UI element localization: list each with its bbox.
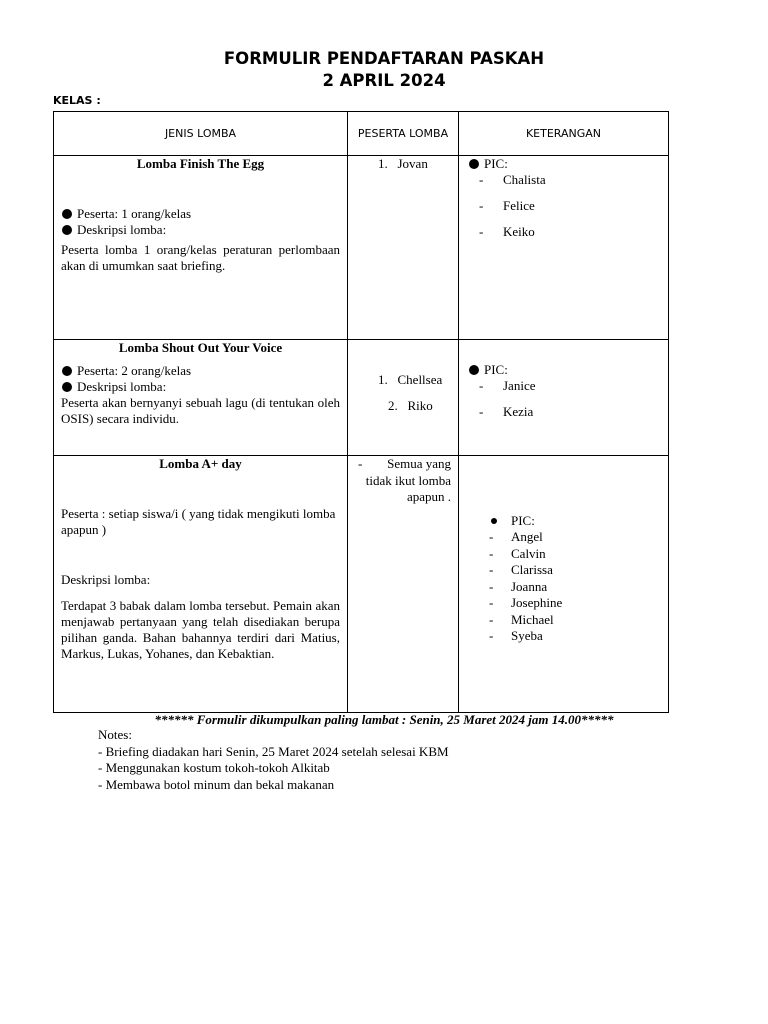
lomba-description: Terdapat 3 babak dalam lomba tersebut. Pemain akan menjawab pertanyaan yang telah disediakan berupa pilihan ganda. Bahan bahannya terdiri dari Matius, Markus, Lukas, Yohanes, dan Kebaktian. xyxy=(61,598,340,661)
participant-item: - Semua yang tidak ikut lomba apapun . xyxy=(358,456,451,504)
note-item: - Membawa botol minum dan bekal makanan xyxy=(98,776,335,792)
note-item: - Briefing diadakan hari Senin, 25 Maret 2024 setelah selesai KBM xyxy=(98,743,449,759)
lomba-cell xyxy=(54,340,348,456)
lomba-cell xyxy=(54,456,348,713)
participant-item: 1. Chellsea xyxy=(378,372,443,387)
pic-item: - Keiko xyxy=(479,224,535,239)
lomba-title: Lomba Finish The Egg xyxy=(136,156,265,171)
table-row xyxy=(54,456,669,713)
pic-label: PIC: xyxy=(469,362,668,378)
keterangan-cell xyxy=(459,456,669,713)
list-item: Deskripsi lomba: xyxy=(62,379,347,395)
lomba-peserta: Peserta : setiap siswa/i ( yang tidak mengikuti lomba apapun ) xyxy=(61,506,336,537)
bullet-icon xyxy=(62,382,72,392)
pic-item: - Felice xyxy=(479,198,535,213)
lomba-cell xyxy=(54,156,348,340)
lomba-description: Peserta akan bernyanyi sebuah lagu (di tentukan oleh OSIS) secara individu. xyxy=(61,395,340,426)
pic-item: - Syeba xyxy=(489,628,543,643)
participants-cell xyxy=(348,156,459,340)
deadline-note: ****** Formulir dikumpulkan paling lambat : Senin, 25 Maret 2024 jam 14.00***** xyxy=(154,712,614,727)
bullet-icon xyxy=(62,366,72,376)
pic-label: PIC: xyxy=(469,156,668,172)
header-jenis-lomba: JENIS LOMBA xyxy=(54,112,348,156)
registration-table xyxy=(53,111,669,713)
bullet-icon xyxy=(469,365,479,375)
participants-cell xyxy=(348,340,459,456)
participants-cell xyxy=(348,456,459,713)
notes-section xyxy=(98,727,449,793)
participant-item: 1. Jovan xyxy=(378,156,428,171)
pic-item: - Kezia xyxy=(479,404,534,419)
form-title xyxy=(0,48,768,92)
list-item: Deskripsi lomba: xyxy=(62,222,347,238)
lomba-title: Lomba Shout Out Your Voice xyxy=(118,340,283,355)
participant-item: 2. Riko xyxy=(388,398,433,413)
pic-item: - Clarissa xyxy=(489,562,553,577)
header-keterangan: KETERANGAN xyxy=(459,112,669,156)
keterangan-cell xyxy=(459,156,669,340)
table-row xyxy=(54,156,669,340)
lomba-description: Peserta lomba 1 orang/kelas peraturan perlombaan akan di umumkan saat briefing. xyxy=(61,242,340,273)
list-item: Peserta: 1 orang/kelas xyxy=(62,206,347,222)
bullet-icon xyxy=(62,209,72,219)
note-item: - Menggunakan kostum tokoh-tokoh Alkitab xyxy=(98,760,330,775)
pic-item: - Michael xyxy=(489,611,554,627)
pic-item: - Angel xyxy=(489,529,543,544)
pic-item: - Josephine xyxy=(489,595,563,610)
pic-item: - Chalista xyxy=(479,172,546,187)
header-peserta-lomba: PESERTA LOMBA xyxy=(348,112,459,156)
pic-item: - Janice xyxy=(479,378,536,393)
pic-item: - Calvin xyxy=(489,545,546,561)
title-line-1: FORMULIR PENDAFTARAN PASKAH xyxy=(223,49,545,68)
pic-item: - Joanna xyxy=(489,578,548,594)
table-row xyxy=(54,340,669,456)
bullet-icon xyxy=(469,159,479,169)
title-line-2: 2 APRIL 2024 xyxy=(322,71,446,90)
bullet-icon xyxy=(62,225,72,235)
keterangan-cell xyxy=(459,340,669,456)
pic-label: PIC: xyxy=(491,513,668,529)
lomba-description-label: Deskripsi lomba: xyxy=(61,572,151,587)
notes-label: Notes: xyxy=(98,727,132,742)
kelas-label: KELAS : xyxy=(53,94,101,107)
list-item: Peserta: 2 orang/kelas xyxy=(62,363,347,379)
table-header-row xyxy=(54,112,669,156)
dash-icon: - xyxy=(358,456,363,471)
lomba-title: Lomba A+ day xyxy=(159,456,242,471)
bullet-icon xyxy=(491,518,497,524)
